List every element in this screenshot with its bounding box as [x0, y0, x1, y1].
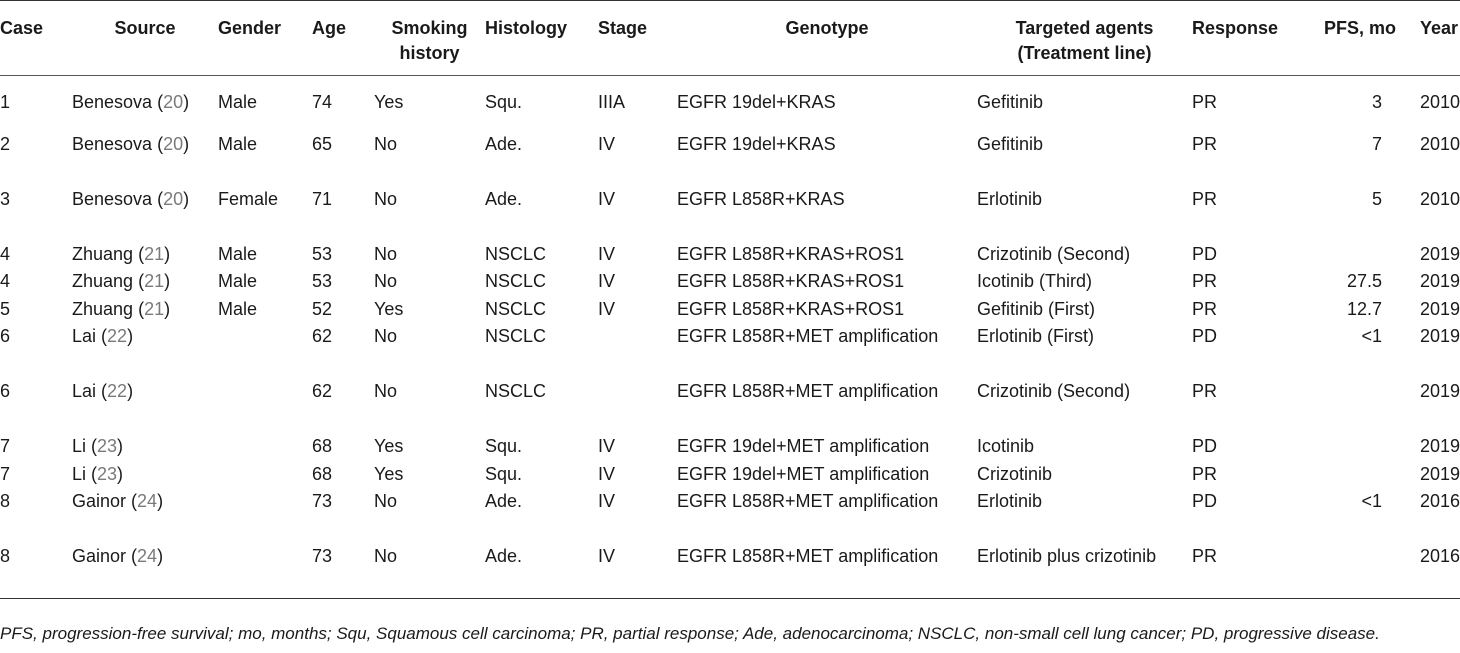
cell-year: 2019 — [1420, 243, 1460, 264]
cell-age: 53 — [312, 243, 333, 264]
header-agents: Targeted agents (Treatment line) — [1015, 18, 1154, 63]
cell-smoking: No — [374, 546, 398, 566]
cell-agents: Icotinib — [977, 436, 1035, 456]
source-name: Benesova — [72, 188, 153, 209]
reference-link[interactable]: 23 — [97, 436, 118, 456]
table-row — [0, 488, 1460, 543]
reference-link[interactable]: 21 — [144, 243, 165, 264]
cell-agents: Gefitinib (First) — [977, 298, 1096, 319]
cell-age: 74 — [312, 92, 333, 112]
source-name: Li — [72, 436, 87, 456]
cell-smoking: No — [374, 188, 398, 209]
reference-link[interactable]: 24 — [137, 546, 158, 566]
header-source: Source — [114, 18, 176, 38]
cell-response: PR — [1192, 271, 1218, 291]
cell-stage: IV — [598, 491, 616, 511]
reference-link[interactable]: 21 — [144, 298, 165, 319]
cell-gender — [218, 461, 312, 489]
cell-source: Zhuang (21) — [72, 271, 171, 291]
cell-response: PR — [1192, 463, 1218, 484]
cell-smoking: No — [374, 243, 398, 264]
cell-case: 6 — [0, 326, 11, 346]
cell-source: Gainor (24) — [72, 491, 164, 511]
cell-stage: IIIA — [598, 92, 626, 112]
reference-link[interactable]: 21 — [144, 271, 165, 291]
cell-case: 7 — [0, 463, 11, 484]
cell-year: 2016 — [1420, 546, 1460, 566]
cell-gender — [218, 378, 312, 433]
cell-source: Lai (22) — [72, 381, 134, 401]
source-name: Gainor — [72, 491, 127, 511]
cell-age: 68 — [312, 463, 333, 484]
table-row — [0, 543, 1460, 598]
cell-case: 8 — [0, 491, 11, 511]
cell-year: 2016 — [1420, 491, 1460, 511]
cell-case: 5 — [0, 298, 11, 319]
cell-gender: Male — [218, 92, 258, 112]
cell-genotype: EGFR 19del+KRAS — [677, 133, 836, 154]
table-row — [0, 378, 1460, 433]
table-row — [0, 268, 1460, 296]
cell-pfs — [1300, 433, 1420, 461]
header-case: Case — [0, 18, 44, 38]
cell-histology: NSCLC — [485, 271, 547, 291]
cell-source: Zhuang (21) — [72, 243, 171, 264]
cell-pfs — [1300, 543, 1420, 598]
reference-link[interactable]: 20 — [163, 133, 184, 154]
cell-response: PD — [1192, 243, 1218, 264]
cell-histology: Squ. — [485, 463, 523, 484]
reference-link[interactable]: 20 — [163, 188, 184, 209]
cell-age: 68 — [312, 436, 333, 456]
cell-smoking: No — [374, 326, 398, 346]
cell-genotype: EGFR L858R+KRAS+ROS1 — [677, 271, 905, 291]
source-name: Benesova — [72, 92, 153, 112]
header-genotype: Genotype — [785, 18, 869, 38]
cell-genotype: EGFR L858R+KRAS — [677, 188, 845, 209]
cell-year: 2019 — [1420, 271, 1460, 291]
cell-agents: Crizotinib (Second) — [977, 381, 1131, 401]
cell-case: 3 — [0, 188, 11, 209]
cell-gender: Female — [218, 188, 279, 209]
cell-gender — [218, 323, 312, 378]
cell-smoking: Yes — [374, 92, 404, 112]
table-row — [0, 76, 1460, 131]
cell-histology: NSCLC — [485, 298, 547, 319]
table-row — [0, 296, 1460, 324]
cell-age: 65 — [312, 133, 333, 154]
cell-year: 2010 — [1420, 188, 1460, 209]
reference-link[interactable]: 23 — [97, 463, 118, 484]
cell-response: PD — [1192, 436, 1218, 456]
cell-age: 62 — [312, 381, 333, 401]
source-name: Lai — [72, 381, 97, 401]
cell-pfs — [1300, 241, 1420, 269]
cell-source: Li (23) — [72, 463, 124, 484]
cell-genotype: EGFR L858R+MET amplification — [677, 491, 939, 511]
cell-year: 2019 — [1420, 298, 1460, 319]
source-name: Zhuang — [72, 271, 134, 291]
reference-link[interactable]: 22 — [107, 326, 128, 346]
cell-age: 73 — [312, 491, 333, 511]
source-name: Gainor — [72, 546, 127, 566]
cell-stage — [598, 323, 677, 378]
table-row — [0, 131, 1460, 186]
cell-agents: Icotinib (Third) — [977, 271, 1093, 291]
cell-source: Benesova (20) — [72, 92, 190, 112]
cell-stage: IV — [598, 546, 616, 566]
cell-pfs: <1 — [1361, 326, 1382, 346]
cell-histology: Squ. — [485, 436, 523, 456]
cell-response: PR — [1192, 188, 1218, 209]
cell-response: PR — [1192, 298, 1218, 319]
cell-agents: Gefitinib — [977, 133, 1044, 154]
cell-year: 2019 — [1420, 381, 1460, 401]
source-name: Lai — [72, 326, 97, 346]
source-name: Li — [72, 463, 87, 484]
cell-year: 2019 — [1420, 326, 1460, 346]
cell-gender: Male — [218, 133, 258, 154]
table-row — [0, 433, 1460, 461]
cell-histology: Ade. — [485, 491, 523, 511]
cell-pfs: <1 — [1361, 491, 1382, 511]
cell-source: Benesova (20) — [72, 133, 190, 154]
cell-age: 53 — [312, 271, 333, 291]
cell-genotype: EGFR L858R+MET amplification — [677, 381, 939, 401]
cell-genotype: EGFR L858R+MET amplification — [677, 546, 939, 566]
cell-case: 4 — [0, 271, 11, 291]
cell-stage — [598, 378, 677, 433]
source-name: Zhuang — [72, 243, 134, 264]
header-histology: Histology — [485, 18, 568, 38]
cell-response: PR — [1192, 381, 1218, 401]
cell-stage: IV — [598, 133, 616, 154]
cell-gender — [218, 488, 312, 543]
cell-stage: IV — [598, 243, 616, 264]
table-body — [0, 76, 1460, 599]
header-age: Age — [312, 18, 347, 38]
table-row — [0, 186, 1460, 241]
reference-link[interactable]: 24 — [137, 491, 158, 511]
cell-year: 2010 — [1420, 92, 1460, 112]
cell-gender — [218, 433, 312, 461]
cell-stage: IV — [598, 436, 616, 456]
cell-pfs — [1300, 378, 1420, 433]
source-name: Benesova — [72, 133, 153, 154]
cell-age: 71 — [312, 188, 333, 209]
cell-case: 7 — [0, 436, 11, 456]
cell-stage: IV — [598, 463, 616, 484]
cell-pfs: 5 — [1371, 188, 1382, 209]
cell-pfs: 27.5 — [1346, 271, 1382, 291]
cell-agents: Erlotinib — [977, 491, 1043, 511]
table-row — [0, 461, 1460, 489]
cell-year: 2019 — [1420, 436, 1460, 456]
cell-response: PD — [1192, 491, 1218, 511]
cell-pfs — [1300, 461, 1420, 489]
cell-smoking: Yes — [374, 298, 404, 319]
cell-source: Gainor (24) — [72, 546, 164, 566]
cell-genotype: EGFR 19del+MET amplification — [677, 463, 930, 484]
cell-gender: Male — [218, 298, 258, 319]
cell-agents: Crizotinib (Second) — [977, 243, 1131, 264]
header-smoking: Smoking history — [391, 18, 468, 63]
cell-genotype: EGFR L858R+MET amplification — [677, 326, 939, 346]
cell-age: 62 — [312, 326, 333, 346]
reference-link[interactable]: 20 — [163, 92, 184, 112]
cell-genotype: EGFR 19del+MET amplification — [677, 436, 930, 456]
header-gender: Gender — [218, 18, 282, 38]
cell-source: Benesova (20) — [72, 188, 190, 209]
cell-smoking: Yes — [374, 463, 404, 484]
cell-year: 2010 — [1420, 133, 1460, 154]
cell-genotype: EGFR 19del+KRAS — [677, 92, 836, 112]
cell-source: Lai (22) — [72, 326, 134, 346]
cell-histology: NSCLC — [485, 326, 547, 346]
cell-response: PR — [1192, 133, 1218, 154]
header-response: Response — [1192, 18, 1279, 38]
cell-pfs: 12.7 — [1346, 298, 1382, 319]
cell-histology: NSCLC — [485, 381, 547, 401]
cell-agents: Gefitinib — [977, 92, 1044, 112]
cell-genotype: EGFR L858R+KRAS+ROS1 — [677, 243, 905, 264]
cell-gender — [218, 543, 312, 598]
cell-case: 6 — [0, 381, 11, 401]
cell-case: 2 — [0, 133, 11, 154]
cell-histology: Ade. — [485, 133, 523, 154]
header-row — [0, 1, 1460, 76]
cell-source: Zhuang (21) — [72, 298, 171, 319]
cell-response: PD — [1192, 326, 1218, 346]
cell-agents: Erlotinib plus crizotinib — [977, 546, 1157, 566]
header-pfs: PFS, mo — [1323, 18, 1396, 38]
cell-age: 73 — [312, 546, 333, 566]
cell-histology: Squ. — [485, 92, 523, 112]
cell-case: 8 — [0, 546, 11, 566]
cell-genotype: EGFR L858R+KRAS+ROS1 — [677, 298, 905, 319]
cell-agents: Erlotinib — [977, 188, 1043, 209]
cell-histology: NSCLC — [485, 243, 547, 264]
cell-response: PR — [1192, 546, 1218, 566]
cell-agents: Erlotinib (First) — [977, 326, 1095, 346]
header-stage: Stage — [598, 18, 648, 38]
cell-stage: IV — [598, 298, 616, 319]
cell-case: 1 — [0, 92, 11, 112]
table-row — [0, 323, 1460, 378]
cell-gender: Male — [218, 271, 258, 291]
header-year: Year — [1420, 18, 1459, 38]
source-name: Zhuang — [72, 298, 134, 319]
cell-agents: Crizotinib — [977, 463, 1053, 484]
cell-pfs: 7 — [1371, 133, 1382, 154]
cell-histology: Ade. — [485, 546, 523, 566]
cell-pfs: 3 — [1371, 92, 1382, 112]
cell-response: PR — [1192, 92, 1218, 112]
cell-smoking: No — [374, 491, 398, 511]
cell-stage: IV — [598, 271, 616, 291]
cell-smoking: No — [374, 133, 398, 154]
cell-smoking: Yes — [374, 436, 404, 456]
cell-year: 2019 — [1420, 463, 1460, 484]
cell-smoking: No — [374, 381, 398, 401]
cell-case: 4 — [0, 243, 11, 264]
cell-age: 52 — [312, 298, 333, 319]
cell-stage: IV — [598, 188, 616, 209]
cell-histology: Ade. — [485, 188, 523, 209]
reference-link[interactable]: 22 — [107, 381, 128, 401]
cell-source: Li (23) — [72, 436, 124, 456]
cell-smoking: No — [374, 271, 398, 291]
cell-gender: Male — [218, 243, 258, 264]
table-footnote: PFS, progression-free survival; mo, months; Squ, Squamous cell carcinoma; PR, partial response; Ade, adenocarcinoma; NSCLC, non-small cell lung cancer; PD, progressive disease. — [0, 624, 1380, 643]
table-row — [0, 241, 1460, 269]
